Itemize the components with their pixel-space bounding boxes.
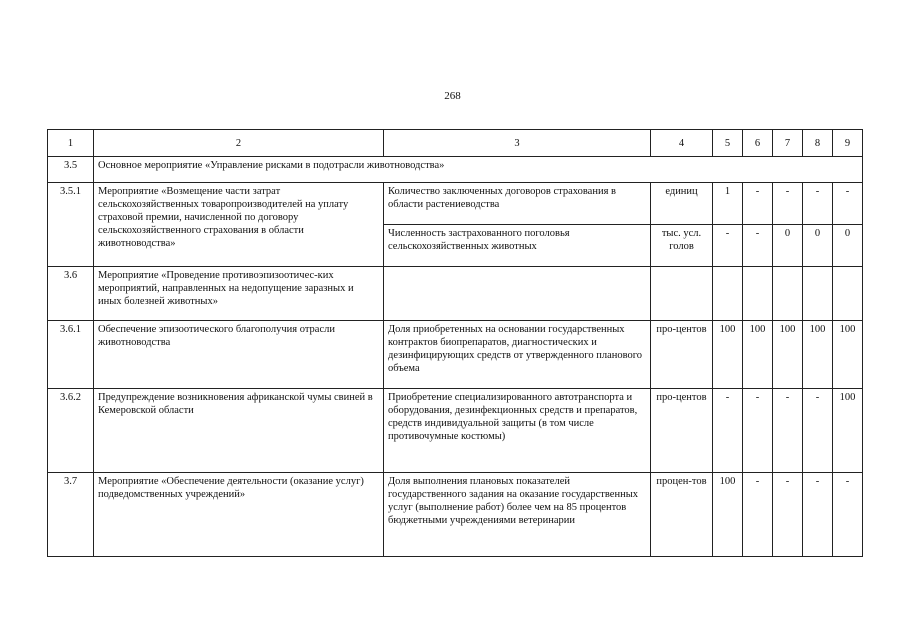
header-cell: 8 xyxy=(803,130,833,157)
header-cell: 5 xyxy=(713,130,743,157)
value-cell: 100 xyxy=(743,321,773,389)
value-cell: 1 xyxy=(713,183,743,225)
value-cell: 100 xyxy=(803,321,833,389)
header-cell: 4 xyxy=(651,130,713,157)
indicator-name: Численность застрахованного поголовья сельскохозяйственных животных xyxy=(384,225,651,267)
value-cell: - xyxy=(773,389,803,473)
value-cell: - xyxy=(833,183,863,225)
value-cell: - xyxy=(743,389,773,473)
header-cell: 6 xyxy=(743,130,773,157)
unit: процен-тов xyxy=(651,473,713,557)
value-cell: - xyxy=(773,473,803,557)
section-title: Основное мероприятие «Управление рисками в подотрасли животноводства» xyxy=(94,157,863,183)
table-row xyxy=(48,321,863,389)
unit: про-центов xyxy=(651,389,713,473)
value-cell: 100 xyxy=(713,473,743,557)
event-name: Обеспечение эпизоотического благополучия отрасли животноводства xyxy=(94,321,384,389)
value-cell: 0 xyxy=(803,225,833,267)
row-code: 3.7 xyxy=(48,473,94,557)
value-cell: - xyxy=(803,389,833,473)
indicator-name: Доля приобретенных на основании государственных контрактов биопрепаратов, диагностических и дезинфицирующих средств от утвержденного планового объема xyxy=(384,321,651,389)
table-row xyxy=(48,267,863,321)
header-cell: 7 xyxy=(773,130,803,157)
value-cell: - xyxy=(773,183,803,225)
value-cell: 100 xyxy=(773,321,803,389)
value-cell xyxy=(713,267,743,321)
row-code: 3.6.2 xyxy=(48,389,94,473)
table-row xyxy=(48,157,863,183)
value-cell: 0 xyxy=(773,225,803,267)
indicator-name: Количество заключенных договоров страхования в области растениеводства xyxy=(384,183,651,225)
value-cell: 0 xyxy=(833,225,863,267)
row-code: 3.6.1 xyxy=(48,321,94,389)
event-name: Мероприятие «Обеспечение деятельности (оказание услуг) подведомственных учреждений» xyxy=(94,473,384,557)
event-name: Мероприятие «Возмещение части затрат сельскохозяйственных товаропроизводителей на уплату страховой премии, начисленной по договору сельскохозяйственного страхования в области животноводства» xyxy=(94,183,384,267)
event-name: Предупреждение возникновения африканской чумы свиней в Кемеровской области xyxy=(94,389,384,473)
unit: про-центов xyxy=(651,321,713,389)
table-row xyxy=(48,183,863,225)
unit: тыс. усл. голов xyxy=(651,225,713,267)
value-cell: - xyxy=(803,183,833,225)
table-row xyxy=(48,389,863,473)
row-code: 3.5.1 xyxy=(48,183,94,267)
value-cell: - xyxy=(833,473,863,557)
header-row xyxy=(48,130,863,157)
value-cell xyxy=(773,267,803,321)
value-cell: - xyxy=(743,473,773,557)
value-cell: - xyxy=(713,389,743,473)
unit xyxy=(651,267,713,321)
table-row xyxy=(48,473,863,557)
row-code: 3.5 xyxy=(48,157,94,183)
page-number: 268 xyxy=(444,90,461,102)
value-cell xyxy=(833,267,863,321)
value-cell: 100 xyxy=(713,321,743,389)
value-cell: - xyxy=(803,473,833,557)
row-code: 3.6 xyxy=(48,267,94,321)
event-name: Мероприятие «Проведение противоэпизоотичес-ких мероприятий, направленных на недопущение заразных и иных болезней животных» xyxy=(94,267,384,321)
header-cell: 2 xyxy=(94,130,384,157)
value-cell xyxy=(803,267,833,321)
program-table xyxy=(47,129,863,557)
indicator-name xyxy=(384,267,651,321)
value-cell: - xyxy=(713,225,743,267)
value-cell xyxy=(743,267,773,321)
value-cell: 100 xyxy=(833,389,863,473)
header-cell: 9 xyxy=(833,130,863,157)
value-cell: - xyxy=(743,225,773,267)
indicator-name: Доля выполнения плановых показателей государственного задания на оказание государственных услуг (выполнение работ) более чем на 85 процентов бюджетными учреждениями ветеринарии xyxy=(384,473,651,557)
header-cell: 1 xyxy=(48,130,94,157)
indicator-name: Приобретение специализированного автотранспорта и оборудования, дезинфекционных средств и препаратов, средств индивидуальной защиты (в том числе противочумные костюмы) xyxy=(384,389,651,473)
value-cell: - xyxy=(743,183,773,225)
header-cell: 3 xyxy=(384,130,651,157)
unit: единиц xyxy=(651,183,713,225)
value-cell: 100 xyxy=(833,321,863,389)
